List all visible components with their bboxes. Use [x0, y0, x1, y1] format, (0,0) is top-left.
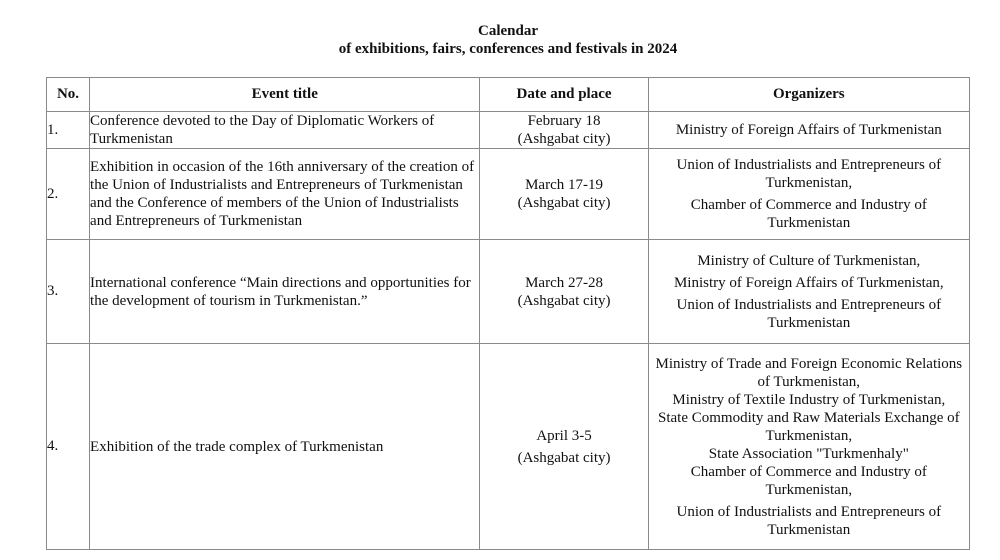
table-row	[47, 240, 970, 344]
event-title: Exhibition in occasion of the 16th anniversary of the creation of the Union of Industrialists and Entrepreneurs of Turkmenistan and the Conference of members of the Union of Industrialists and Entrepreneurs of Turkmenistan	[90, 149, 480, 240]
event-title: Conference devoted to the Day of Diplomatic Workers of Turkmenistan	[90, 112, 480, 149]
date-place	[480, 240, 648, 344]
date-place	[480, 344, 648, 550]
table-row	[47, 149, 970, 240]
organizer: State Association "Turkmenhaly"	[708, 445, 909, 462]
title-line-2: of exhibitions, fairs, conferences and festivals in 2024	[338, 41, 678, 57]
row-number: 2.	[47, 149, 90, 240]
column-header-organizers: Organizers	[648, 78, 969, 112]
event-place: (Ashgabat city)	[517, 131, 611, 147]
organizer: Union of Industrialists and Entrepreneurs of Turkmenistan	[676, 503, 942, 538]
organizers	[648, 149, 969, 240]
organizers	[648, 112, 969, 149]
row-number: 1.	[47, 112, 90, 149]
event-date: February 18	[527, 113, 601, 129]
event-place: (Ashgabat city)	[517, 449, 611, 466]
organizer: Ministry of Foreign Affairs of Turkmenistan	[675, 122, 942, 138]
column-header-no: No.	[47, 78, 90, 112]
organizer: Ministry of Trade and Foreign Economic Relations of Turkmenistan,	[655, 355, 963, 390]
row-number: 4.	[47, 344, 90, 550]
table-row	[47, 344, 970, 550]
title-line-1: Calendar	[478, 23, 538, 39]
organizer: Ministry of Foreign Affairs of Turkmenistan,	[673, 274, 944, 291]
row-number: 3.	[47, 240, 90, 344]
column-header-event-title: Event title	[90, 78, 480, 112]
table-header-row	[47, 78, 970, 112]
event-place: (Ashgabat city)	[517, 195, 611, 211]
event-date: April 3-5	[536, 427, 592, 444]
organizers	[648, 344, 969, 550]
organizer: Union of Industrialists and Entrepreneurs of Turkmenistan	[676, 296, 942, 331]
organizer: Chamber of Commerce and Industry of Turkmenistan,	[690, 463, 927, 498]
column-header-date-place: Date and place	[480, 78, 648, 112]
event-place: (Ashgabat city)	[517, 292, 611, 309]
organizer: Ministry of Textile Industry of Turkmenistan,	[672, 391, 946, 408]
event-date: March 27-28	[525, 274, 603, 291]
organizer: Chamber of Commerce and Industry of Turkmenistan	[690, 197, 927, 231]
event-date: March 17-19	[525, 177, 603, 193]
date-place	[480, 149, 648, 240]
organizer: State Commodity and Raw Materials Exchange of Turkmenistan,	[658, 409, 960, 444]
organizers	[648, 240, 969, 344]
document-title	[0, 22, 1000, 58]
event-title: Exhibition of the trade complex of Turkmenistan	[90, 344, 480, 550]
event-title: International conference “Main directions and opportunities for the development of tourism in Turkmenistan.”	[90, 240, 480, 344]
table-row	[47, 112, 970, 149]
date-place	[480, 112, 648, 149]
organizer: Ministry of Culture of Turkmenistan,	[697, 252, 921, 269]
events-table	[46, 77, 970, 550]
organizer: Union of Industrialists and Entrepreneurs of Turkmenistan,	[676, 157, 942, 191]
